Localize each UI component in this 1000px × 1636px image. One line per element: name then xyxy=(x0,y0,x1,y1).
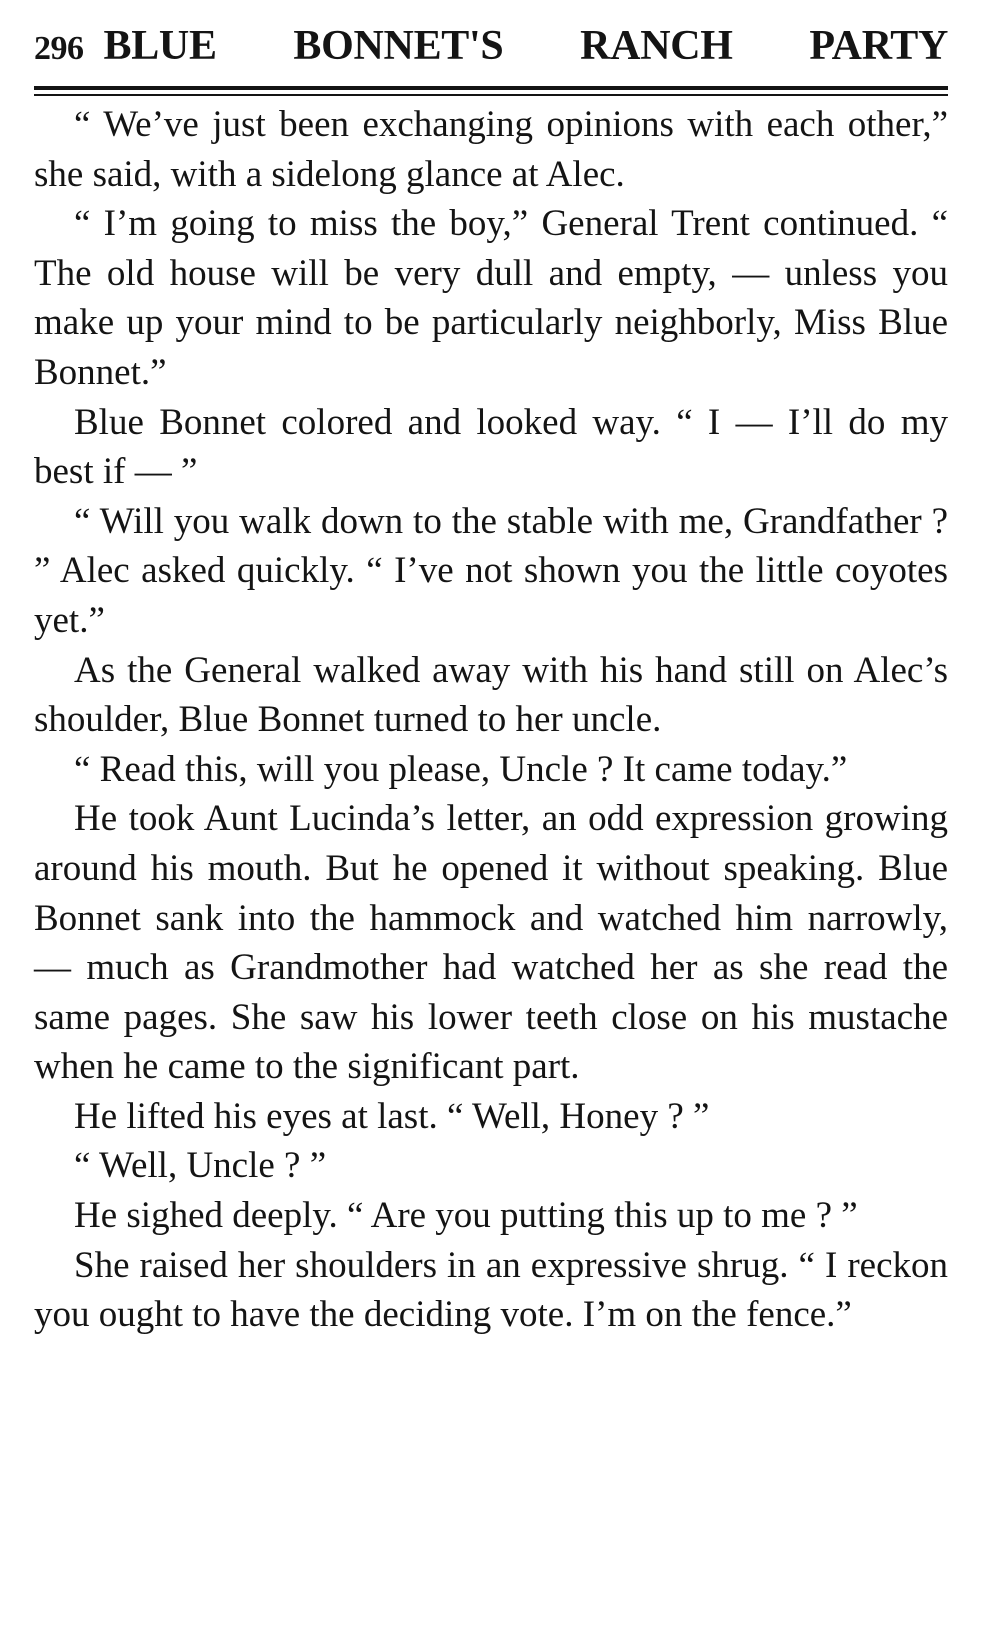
paragraph: “ We’ve just been exchanging opinions with each other,” she said, with a sidelong glance at Alec. xyxy=(34,104,948,195)
paragraph: “ I’m going to miss the boy,” General Trent continued. “ The old house will be very dull and empty, — unless you make up your mind to be particularly neighborly, Miss Blue Bonnet.” xyxy=(34,203,948,393)
header-rule-thin xyxy=(34,94,948,96)
book-page xyxy=(34,22,948,1340)
paragraph: He took Aunt Lucinda’s letter, an odd expression growing around his mouth. But he opened it without speaking. Blue Bonnet sank into the hammock and watched him narrowly, — much as Grandmother had watched her as she read the same pages. She saw his lower teeth close on his mustache when he came to the significant part. xyxy=(34,798,948,1088)
header-rule-thick xyxy=(34,86,948,90)
running-head xyxy=(34,22,948,78)
paragraph: He sighed deeply. “ Are you putting this up to me ? ” xyxy=(74,1195,858,1237)
paragraph: “ Will you walk down to the stable with me, Grandfather ? ” Alec asked quickly. “ I’ve not shown you the little coyotes yet.” xyxy=(34,500,948,641)
book-title: BLUE BONNET'S RANCH PARTY xyxy=(103,23,948,69)
paragraph: He lifted his eyes at last. “ Well, Honey ? ” xyxy=(74,1095,710,1137)
paragraph: “ Read this, will you please, Uncle ? It came today.” xyxy=(74,748,848,790)
header-rule xyxy=(34,86,948,98)
paragraph: As the General walked away with his hand still on Alec’s shoulder, Blue Bonnet turned to her uncle. xyxy=(34,649,948,741)
page-number: 296 xyxy=(34,30,84,67)
paragraph: Blue Bonnet colored and looked way. “ I — I’ll do my best if — ” xyxy=(34,401,948,493)
paragraph: She raised her shoulders in an expressive shrug. “ I reckon you ought to have the deciding vote. I’m on the fence.” xyxy=(34,1244,948,1336)
body-text xyxy=(34,100,948,1340)
paragraph: “ Well, Uncle ? ” xyxy=(74,1145,327,1187)
